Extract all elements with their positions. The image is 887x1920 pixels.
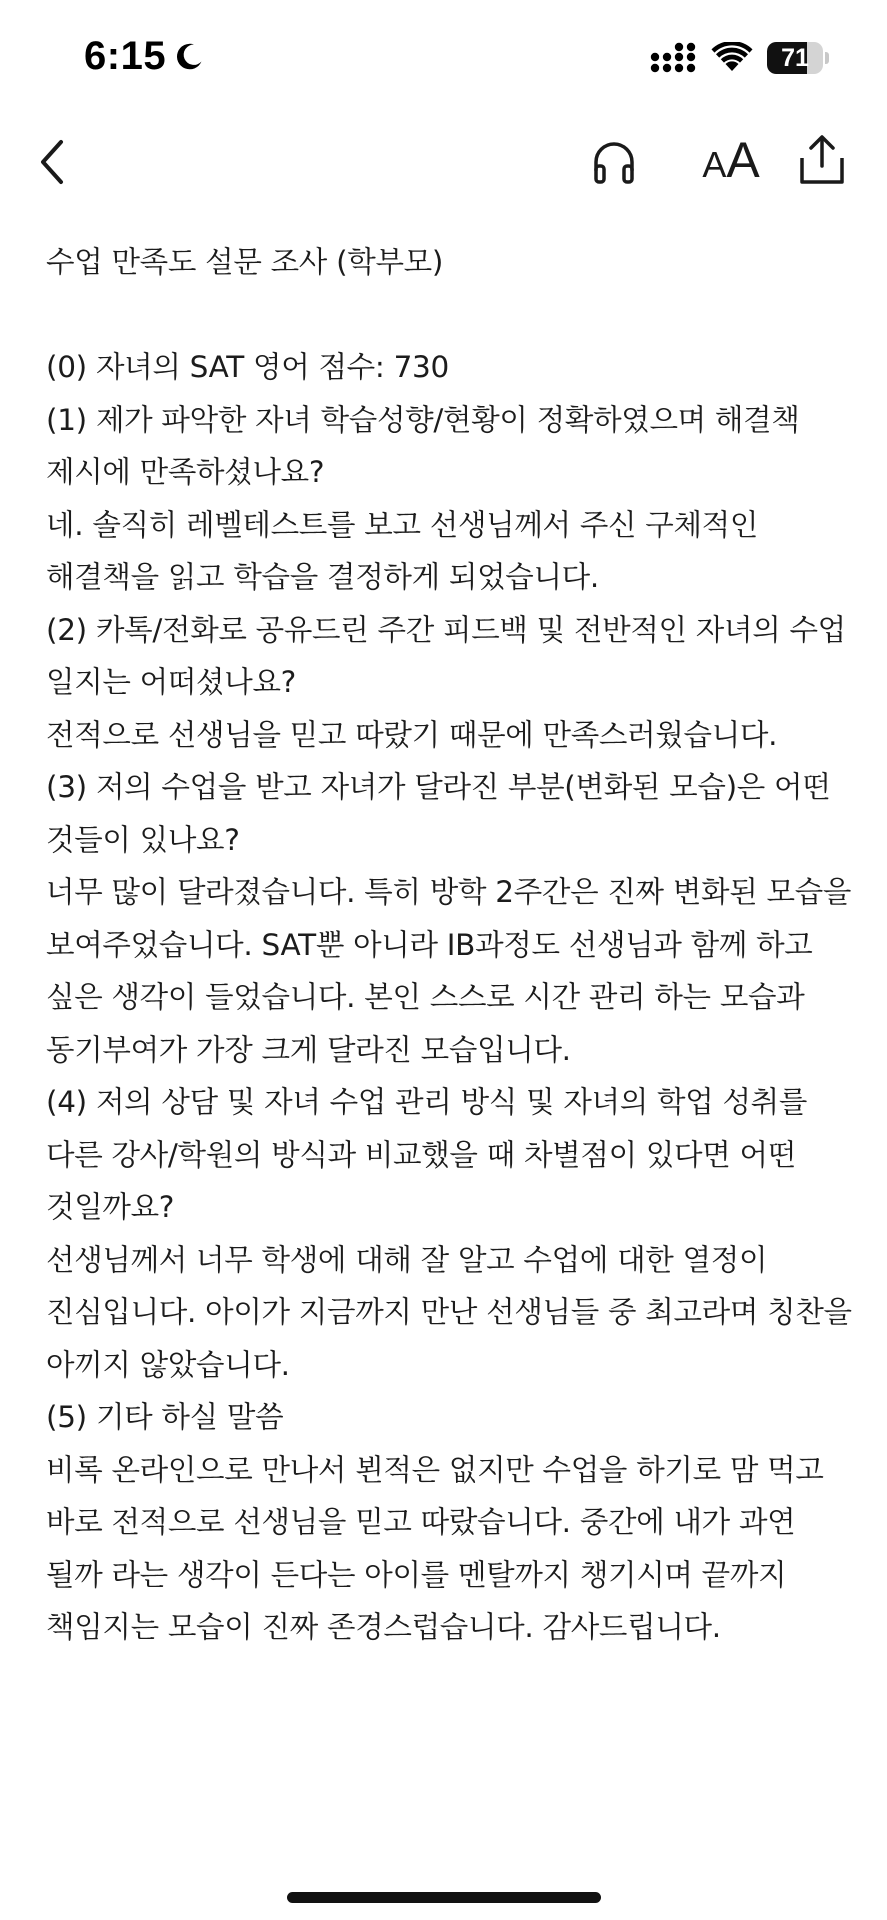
survey-answer-1: 네. 솔직히 레벨테스트를 보고 선생님께서 주신 구체적인 해결책을 읽고 학습을 결정하게 되었습니다. bbox=[46, 507, 759, 594]
article-body bbox=[46, 236, 852, 1654]
battery-level: 71 bbox=[781, 43, 809, 72]
survey-question-5: (5) 기타 하실 말씀 bbox=[46, 1400, 284, 1434]
battery-cap bbox=[825, 52, 829, 64]
font-size-button[interactable] bbox=[686, 130, 776, 190]
status-bar bbox=[0, 0, 887, 120]
status-time bbox=[84, 34, 206, 79]
back-button[interactable] bbox=[28, 132, 76, 192]
status-indicators bbox=[649, 42, 829, 74]
survey-item-0: (0) 자녀의 SAT 영어 점수: 730 bbox=[46, 350, 449, 384]
survey-question-2: (2) 카톡/전화로 공유드린 주간 피드백 및 전반적인 자녀의 수업 일지는 어떠셨나요? bbox=[46, 612, 846, 699]
survey-question-3: (3) 저의 수업을 받고 자녀가 달라진 부분(변화된 모습)은 어떤 것들이 있나요? bbox=[46, 770, 831, 857]
survey-answer-5: 비록 온라인으로 만나서 뵌적은 없지만 수업을 하기로 맘 먹고 바로 전적으로 선생님을 믿고 따랐습니다. 중간에 내가 과연 될까 라는 생각이 든다는 아이를 멘탈까지 챙기시며 끝까지 책임지는 모습이 진짜 존경스럽습니다. 감사드립니다. bbox=[46, 1452, 824, 1644]
back-chevron-icon bbox=[37, 138, 67, 186]
survey-answer-2: 전적으로 선생님을 믿고 따랐기 때문에 만족스러웠습니다. bbox=[46, 717, 778, 752]
battery-body bbox=[767, 42, 823, 74]
survey-answer-4: 선생님께서 너무 학생에 대해 잘 알고 수업에 대한 열정이 진심입니다. 아이가 지금까지 만난 선생님들 중 최고라며 칭찬을 아끼지 않았습니다. bbox=[46, 1242, 852, 1382]
wifi-icon bbox=[711, 42, 753, 74]
survey-answer-3: 너무 많이 달라졌습니다. 특히 방학 2주간은 진짜 변화된 모습을 보여주었습니다. SAT뿐 아니라 IB과정도 선생님과 함께 하고 싶은 생각이 들었습니다. 본인 스스로 시간 관리 하는 모습과 동기부여가 가장 크게 달라진 모습입니다. bbox=[46, 875, 852, 1067]
home-indicator[interactable] bbox=[287, 1892, 601, 1903]
battery-icon bbox=[767, 42, 829, 74]
font-size-small-letter: A bbox=[702, 144, 727, 185]
clock-text: 6:15 bbox=[84, 34, 167, 78]
listen-button[interactable] bbox=[586, 132, 642, 192]
article-toolbar bbox=[0, 120, 887, 200]
cellular-signal-icon bbox=[649, 42, 697, 74]
article-title: 수업 만족도 설문 조사 (학부모) bbox=[46, 245, 444, 279]
survey-question-4: (4) 저의 상담 및 자녀 수업 관리 방식 및 자녀의 학업 성취를 다른 강사/학원의 방식과 비교했을 때 차별점이 있다면 어떤 것일까요? bbox=[46, 1085, 808, 1224]
share-icon bbox=[798, 134, 846, 186]
survey-question-1: (1) 제가 파악한 자녀 학습성향/현황이 정확하였으며 해결책 제시에 만족하셨나요? bbox=[46, 402, 800, 489]
moon-icon bbox=[172, 40, 206, 74]
font-size-large-letter: A bbox=[726, 132, 760, 188]
headphones-icon bbox=[590, 138, 638, 186]
share-button[interactable] bbox=[794, 128, 850, 192]
font-size-icon bbox=[702, 132, 760, 188]
